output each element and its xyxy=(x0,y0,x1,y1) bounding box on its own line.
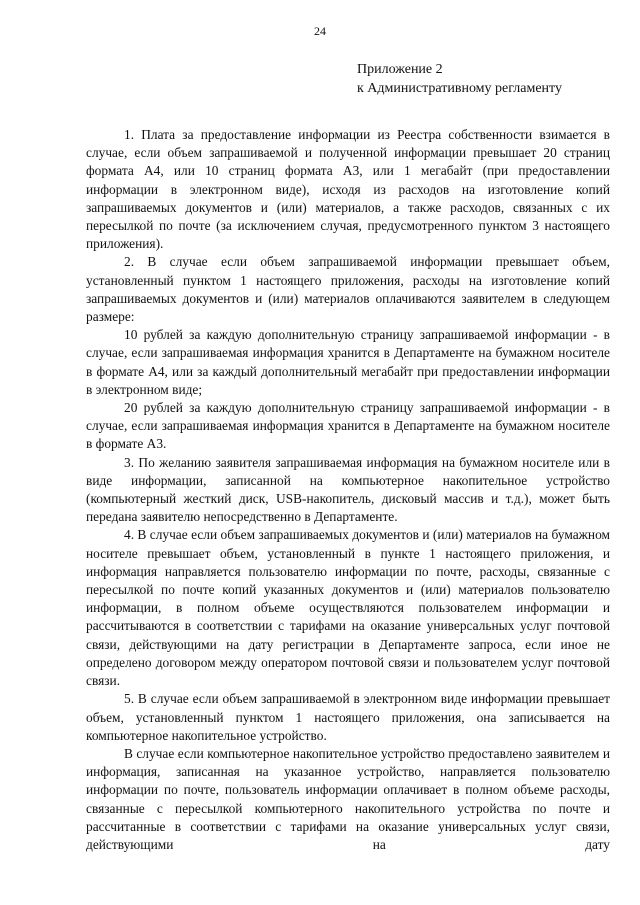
paragraph-5: 5. В случае если объем запрашиваемой в электронном виде информации превышает объем, установленный пунктом 1 настоящего приложения, она записывается на компьютерное накопительное устройство. xyxy=(86,691,610,743)
page-number: 24 xyxy=(314,24,326,38)
paragraph-6: В случае если компьютерное накопительное устройство предоставлено заявителем и информация, записанная на указанное устройство, направляется пользователю информации по почте, пользователь информации оплачивает в полном объеме расходы, связанные с пересылкой компьютерного накопительного устройства по почте и рассчитанные в соответствии с тарифами на оказание универсальных услуг связи, действующими на дату xyxy=(86,745,610,852)
paragraph-2: 2. В случае если объем запрашиваемой информации превышает объем, установленный пунктом 1 настоящего приложения, расходы на изготовление копий запрашиваемых документов и (или) материалов оплачиваются заявителем в следующем размере: xyxy=(86,254,610,325)
paragraph-1: 1. Плата за предоставление информации из Реестра собственности взимается в случае, если объем запрашиваемой и полученной информации превышает 20 страниц формата А4, или 10 страниц формата А3, или 1 мегабайт (при предоставлении информации в электронном виде), исходя из расходов на изготовление копий запрашиваемых документов и (или) материалов, а также расходов, связанных с их пересылкой по почте (за исключением случая, предусмотренного пунктом 3 настоящего приложения). xyxy=(86,127,610,252)
paragraph-4: 4. В случае если объем запрашиваемых документов и (или) материалов на бумажном носителе превышает объем, установленный в пункте 1 настоящего приложения, и информация направляется пользователю информации по почте, расходы, связанные с пересылкой по почте копий указанных документов и (или) материалов пользователю информации, в полном объеме осуществляются пользователем информации и рассчитываются в соответствии с тарифами на оказание универсальных услуг почтовой связи, действующими на дату регистрации в Департаменте запроса, если иное не определено договором между оператором почтовой связи и пользователем услуг почтовой связи. xyxy=(86,527,610,689)
document-body xyxy=(86,126,610,854)
paragraph-3: 3. По желанию заявителя запрашиваемая информация на бумажном носителе или в виде информации, записанной на компьютерное накопительное устройство (компьютерный жесткий диск, USB-накопитель, дисковый массив и т.д.), может быть передана заявителю непосредственно в Департаменте. xyxy=(86,454,610,525)
paragraph-2-rate-a4: 10 рублей за каждую дополнительную страницу запрашиваемой информации - в случае, если запрашиваемая информация хранится в Департаменте на бумажном носителе в формате А4, или за каждый дополнительный мегабайт при предоставлении информации в электронном виде; xyxy=(86,327,610,397)
appendix-subtitle: к Административному регламенту xyxy=(357,81,562,96)
paragraph-2-rate-a3: 20 рублей за каждую дополнительную страницу запрашиваемой информации - в случае, если запрашиваемая информация хранится в Департаменте на бумажном носителе в формате А3. xyxy=(86,400,610,452)
appendix-header xyxy=(357,60,562,98)
appendix-title: Приложение 2 xyxy=(357,62,443,77)
